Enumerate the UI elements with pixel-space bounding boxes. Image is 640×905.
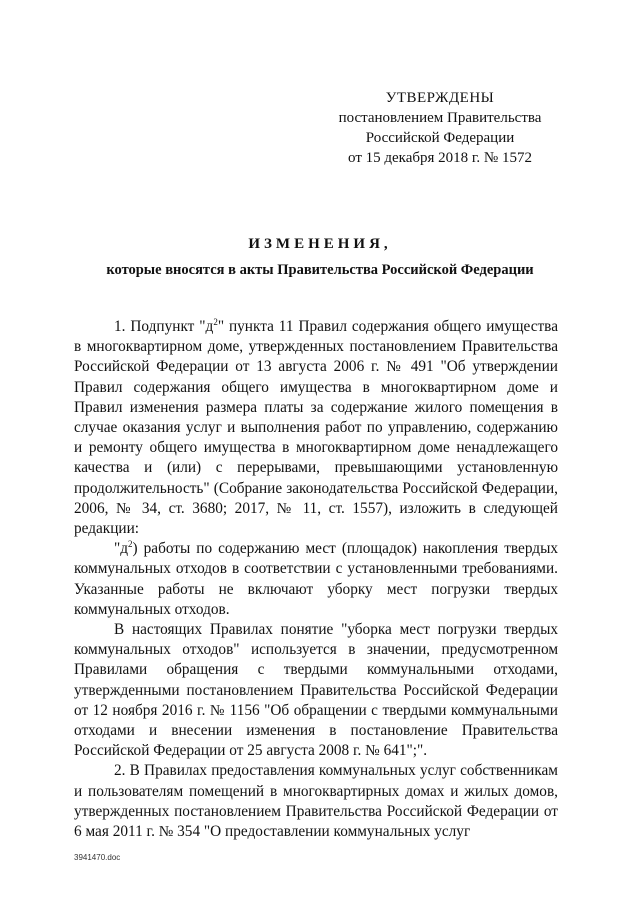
document-body <box>74 317 558 842</box>
document-title: ИЗМЕНЕНИЯ, <box>248 236 392 252</box>
paragraph-1 <box>74 317 558 539</box>
approval-line-3: Российской Федерации <box>365 130 515 146</box>
paragraph-4: 2. В Правилах предоставления коммунальных услуг собственникам и пользователям помещений в многоквартирных домах и жилых домов, утвержденных постановлением Правительства Российской Федерации от 6 мая 2011 г. № 354 "О предоставлении коммунальных услуг <box>74 762 558 841</box>
paragraph-1-start: 1. Подпункт "д <box>114 318 214 335</box>
approval-date-number: от 15 декабря 2018 г. № 1572 <box>348 150 532 166</box>
document-subtitle: которые вносятся в акты Правительства Российской Федерации <box>106 262 534 278</box>
superscript-2: 2 <box>213 316 218 327</box>
paragraph-1-rest: " пункта 11 Правил содержания общего имущества в многоквартирном доме, утвержденных постановлением Правительства Российской Федерации от 13 августа 2006 г. № 491 "Об утверждении Правил содержания общего имущества в многоквартирном доме и Правил изменения размера платы за содержание жилого помещения в случае оказания услуг и выполнения работ по управлению, содержанию и ремонту общего имущества в многоквартирном доме ненадлежащего качества и (или) с перерывами, превышающими установленную продолжительность" (Собрание законодательства Российской Федерации, 2006, № 34, ст. 3680; 2017, № 11, ст. 1557), изложить в следующей редакции: <box>74 318 558 538</box>
paragraph-3: В настоящих Правилах понятие "уборка мест погрузки твердых коммунальных отходов" используется в значении, предусмотренном Правилами обращения с твердыми коммунальными отходами, утвержденными постановлением Правительства Российской Федерации от 12 ноября 2016 г. № 1156 "Об обращении с твердыми коммунальными отходами и внесении изменения в постановление Правительства Российской Федерации от 25 августа 2008 г. № 641";". <box>74 621 558 760</box>
paragraph-2-rest: ) работы по содержанию мест (площадок) накопления твердых коммунальных отходов в соответствии с установленными требованиями. Указанные работы не включают уборку мест погрузки твердых коммунальных отходов. <box>74 540 558 618</box>
approval-line-2: постановлением Правительства <box>338 110 542 126</box>
superscript-2: 2 <box>128 539 133 550</box>
paragraph-2-start: "д <box>114 540 129 558</box>
approval-heading: УТВЕРЖДЕНЫ <box>385 90 495 106</box>
paragraph-2 <box>74 539 558 620</box>
approval-block <box>330 88 550 168</box>
file-name-footer: 3941470.doc <box>74 853 121 862</box>
